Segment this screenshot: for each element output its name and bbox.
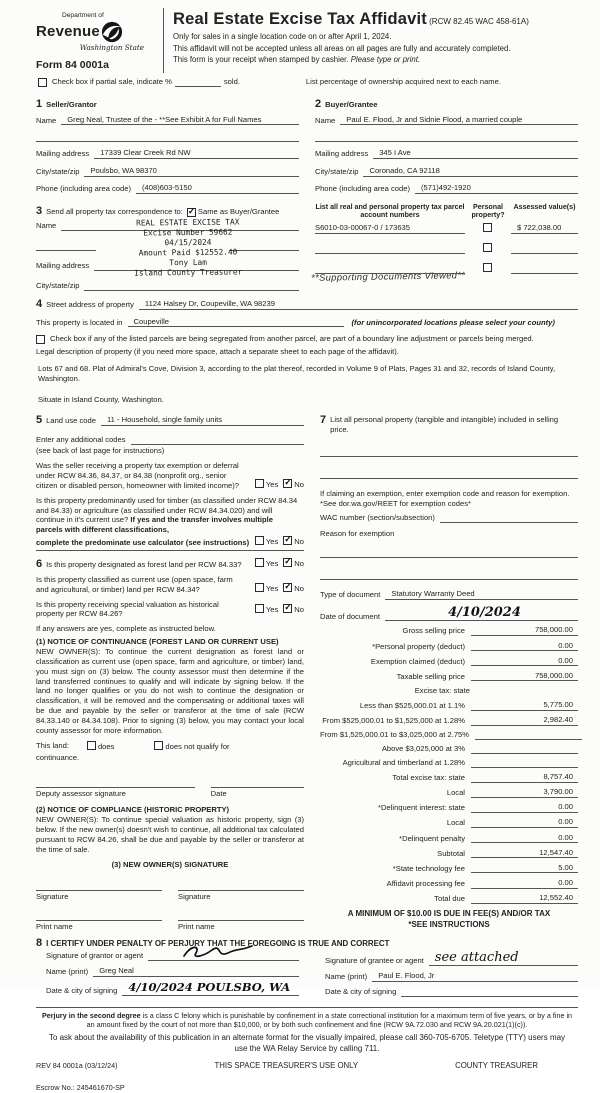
buyer-phone-label: Phone (including area code) — [315, 184, 410, 194]
exemption-deferral-question — [36, 461, 304, 491]
assessed-values-header: Assessed value(s) — [513, 202, 576, 211]
property-address-section — [36, 299, 578, 405]
timber-question-text — [36, 496, 304, 535]
certify-statement: I CERTIFY UNDER PENALTY OF PERJURY THAT THE FOREGOING IS TRUE AND CORRECT — [46, 938, 390, 948]
dor-logo — [36, 8, 154, 73]
owner-printname-2 — [178, 910, 304, 932]
current-use-text: Is this property classified as current use (open space, farm and agricultural, or timber) land per RCW 84.34? — [36, 574, 233, 594]
does-label: does — [97, 741, 115, 751]
tax-row-value — [471, 744, 578, 754]
tax-row-label: Less than $525,000.01 at 1.1% — [359, 700, 465, 710]
exemption-deferral-answer — [250, 479, 304, 491]
tax-row-value: 0.00 — [471, 641, 578, 652]
deputy-signature-field — [36, 777, 195, 799]
historical-question — [36, 600, 304, 620]
buyer-mailing-value: 345 I Ave — [373, 148, 578, 159]
no-label: No — [294, 604, 304, 614]
buyer-phone-value: (571)492-1920 — [415, 183, 578, 194]
no-label: No — [294, 583, 304, 593]
treasurer-stamp-line: Island County Treasurer — [134, 266, 243, 277]
section4-number: 4 — [36, 298, 43, 310]
signature-label: Signature — [178, 891, 211, 901]
assessed-value-1: $ 722,038.00 — [511, 223, 578, 234]
tax-row-label: *Personal property (deduct) — [372, 641, 465, 651]
historical-answer — [250, 604, 304, 616]
tax-row-value — [475, 730, 582, 740]
grantor-datecity-field — [46, 982, 299, 996]
grantor-signing-block — [36, 951, 299, 1003]
personal-property-header: Personal property? — [471, 202, 505, 220]
section1-number: 1 — [36, 97, 43, 110]
seller-name-label: Name — [36, 115, 57, 125]
buyer-city-value: Coronado, CA 92118 — [363, 166, 578, 177]
treasurer-stamp — [108, 217, 269, 278]
header-note-1: Only for sales in a single location code on or after April 1, 2024. — [173, 31, 392, 41]
legal-description-label: Legal description of property (if you need more space, attach a separate sheet to each page of the affidavit). — [36, 346, 399, 356]
grantor-signature-field — [46, 951, 299, 961]
tax-row — [320, 758, 578, 768]
notice-continuance-title: (1) NOTICE OF CONTINUANCE (FOREST LAND OR CURRENT USE) — [36, 637, 279, 647]
yes-label: Yes — [265, 559, 279, 569]
grantor-printname-field — [46, 966, 299, 977]
header-divider — [163, 8, 164, 73]
owner-signature-1 — [36, 880, 162, 902]
tax-row-label: Excise tax: state — [414, 685, 470, 695]
tax-row — [320, 848, 578, 859]
yes-checkbox — [255, 604, 264, 613]
deputy-date-label: Date — [210, 788, 227, 798]
historical-text: Is this property receiving special valuation as historical property per RCW 84.26? — [36, 599, 219, 619]
grantee-datecity-field — [325, 987, 578, 997]
deputy-date-field — [211, 777, 304, 799]
treasurer-stamp-line: REAL ESTATE EXCISE TAX — [136, 216, 240, 228]
personal-property-section — [320, 415, 578, 435]
personal-property-intro: List all personal property (tangible and intangible) included in selling price. — [330, 415, 559, 435]
tax-row — [320, 863, 578, 874]
header-note-3-text: This form is your receipt when stamped by cashier. — [173, 55, 349, 65]
supporting-documents-stamp: **Supporting Documents Viewed** — [310, 270, 466, 283]
seller-city-label: City/state/zip — [36, 166, 80, 176]
does-not-label: does not qualify for — [165, 741, 230, 751]
predominate-use-answer — [250, 536, 304, 548]
tty-note: To ask about the availability of this publication in an alternate format for the visually impaired, please call 360-705-6705. Teletype (TTY) users may use the WA Relay Service by calling 711. — [48, 1033, 566, 1053]
seller-mailing-value: 17339 Clear Creek Rd NW — [94, 148, 299, 159]
yes-checkbox — [255, 536, 264, 545]
see-instructions-line: *SEE INSTRUCTIONS — [408, 920, 490, 930]
tax-row — [320, 700, 578, 711]
tax-row — [320, 878, 578, 889]
section5-number: 5 — [36, 414, 43, 427]
minimum-due-note — [320, 908, 578, 931]
classification-section — [36, 558, 304, 932]
street-address-field — [36, 299, 578, 310]
predominate-use-label: complete the predominate use calculator (see instructions) — [36, 538, 250, 548]
tax-row-value: 12,547.40 — [471, 848, 578, 859]
rev-number: REV 84 0001a (03/12/24) — [36, 1061, 118, 1071]
seller-section — [36, 96, 299, 201]
yes-label: Yes — [265, 583, 279, 593]
tax-row-value: 3,790.00 — [471, 787, 578, 798]
situate-text: Situate in Island County, Washington. — [38, 395, 164, 405]
tax-row — [320, 625, 578, 636]
seller-mailing-field — [36, 148, 299, 159]
yes-checkbox — [255, 558, 264, 567]
parcel-numbers-header: List all real and personal property tax parcel account numbers — [315, 202, 465, 220]
tax-row — [320, 730, 578, 740]
ownership-note: List percentage of ownership acquired next to each name. — [305, 76, 501, 86]
located-in-field — [36, 317, 578, 328]
tax-row — [320, 671, 578, 682]
print-name-label: Print name — [36, 922, 73, 932]
same-as-buyer-label: Same as Buyer/Grantee — [197, 206, 280, 216]
tax-correspondence-section — [36, 203, 299, 298]
tax-row-value: 5.00 — [471, 863, 578, 874]
revenue-wordmark: Revenue — [36, 22, 100, 40]
tax-row-value: 0.00 — [471, 802, 578, 813]
no-checkbox — [283, 583, 292, 592]
grantee-signature-value: see attached — [429, 951, 578, 966]
segregated-row — [36, 334, 578, 344]
legal-description-text: Lots 67 and 68. Plat of Admiral's Cove, Division 3, according to the plat thereof, recorded in Volume 9 of Plats, Pages 31 and 32, records of Island County, Washington. — [38, 363, 556, 383]
yes-checkbox — [255, 583, 264, 592]
continuance-label: continuance. — [36, 752, 80, 762]
wac-number-field — [320, 513, 578, 523]
tax-row-value: 0.00 — [471, 817, 578, 828]
grantee-printname-label: Name (print) — [325, 972, 368, 982]
buyer-mailing-label: Mailing address — [315, 149, 369, 159]
buyer-city-field — [315, 166, 578, 177]
land-use-field — [36, 415, 304, 426]
additional-codes-field — [36, 435, 304, 445]
predominate-use-row — [36, 536, 304, 551]
deputy-signature-row — [36, 777, 304, 799]
tax-row-label: *Delinquent interest: state — [378, 803, 465, 813]
tax-row-label: Total excise tax: state — [392, 773, 465, 783]
footer-row — [36, 1061, 578, 1071]
tax-row-label: Subtotal — [437, 848, 465, 858]
section8-number: 8 — [36, 937, 43, 950]
treasurer-space-label: THIS SPACE TREASURER'S USE ONLY — [214, 1061, 359, 1071]
personal-property-and-tax-column — [320, 415, 578, 932]
buyer-section — [315, 96, 578, 201]
tax-row-value: 0.00 — [471, 878, 578, 889]
exemption-code-note: If claiming an exemption, enter exemption code and reason for exemption. *See dor.wa.gov/REET for exemption codes* — [320, 489, 570, 508]
land-use-label: Land use code — [46, 416, 96, 426]
escrow-number: Escrow No.: 245461670-SP — [36, 1083, 125, 1093]
seller-name-value: Greg Neal, Trustee of the - **See Exhibit A for Full Names — [61, 115, 299, 126]
seller-name-extra-line — [36, 132, 299, 142]
section6-number: 6 — [36, 557, 43, 570]
seller-phone-value: (408)603-5150 — [136, 183, 299, 194]
section2-title: Buyer/Grantee — [325, 99, 378, 109]
grantor-printname-value: Greg Neal — [93, 966, 299, 977]
tax-row-value: 0.00 — [471, 833, 578, 844]
yes-label: Yes — [265, 479, 279, 489]
wac-number-label: WAC number (section/subsection) — [320, 512, 435, 522]
tax-row-value: 758,000.00 — [471, 671, 578, 682]
tax-row — [320, 787, 578, 798]
type-of-document-label: Type of document — [320, 590, 381, 600]
rcw-reference: (RCW 82.45 WAC 458-61A) — [429, 17, 529, 26]
grantee-printname-value: Paul E. Flood, Jr — [372, 971, 578, 982]
tax-table-rows — [320, 625, 578, 903]
yes-label: Yes — [265, 537, 279, 547]
perjury-note — [36, 1007, 578, 1055]
parcel-row-3 — [315, 263, 578, 274]
grantee-signature-field — [325, 951, 578, 966]
date-of-document-field — [320, 606, 578, 621]
seller-phone-field — [36, 183, 299, 194]
treasurer-stamp-line: Excise Number 59662 — [143, 227, 233, 237]
buyer-name-label: Name — [315, 115, 336, 125]
grantor-datecity-value: 4/10/2024 POULSBO, WA — [122, 982, 299, 996]
seller-city-value: Poulsbo, WA 98370 — [84, 166, 299, 177]
segregated-checkbox — [36, 335, 45, 344]
personal-property-checkbox-3 — [483, 263, 492, 272]
personal-property-checkbox-1 — [483, 223, 492, 232]
partial-sale-label: Check box if partial sale, indicate % — [52, 76, 172, 86]
tax-row — [320, 641, 578, 652]
tax-row-label: Above $3,025,000 at 3% — [381, 744, 465, 754]
dept-of-text: Department of — [62, 12, 104, 19]
yes-label: Yes — [265, 604, 279, 614]
tax-row-label: Agricultural and timberland at 1.28% — [342, 758, 465, 768]
correspondence-city-label: City/state/zip — [36, 280, 80, 290]
signature-label: Signature — [36, 891, 69, 901]
section3-label: Send all property tax correspondence to: — [46, 206, 183, 216]
tax-row — [320, 833, 578, 844]
no-checkbox — [283, 604, 292, 613]
parcel-number-value: S6010-03-00067-0 / 173635 — [315, 223, 465, 234]
does-not-checkbox — [154, 741, 163, 750]
new-owners-signature-title: (3) NEW OWNER(S) SIGNATURE — [111, 859, 229, 869]
does-checkbox — [87, 741, 96, 750]
treasurer-stamp-line: 04/15/2024 — [164, 237, 212, 247]
correspondence-name-label: Name — [36, 220, 57, 230]
print-name-label: Print name — [178, 922, 215, 932]
perjury-body-text: is a class C felony which is punishable by confinement in a state correctional institution for a maximum term of five years, or by a fine in an amount fixed by the court of not more than $10,000, or by both such confinement and fine (RCW 9A.72.030 and RCW 9A.20.021(1)(c)). — [86, 1010, 573, 1029]
partial-sale-percent-field — [175, 77, 221, 87]
owner-signature-row — [36, 880, 304, 902]
type-of-document-value: Statutory Warranty Deed — [385, 589, 578, 600]
tax-row — [320, 772, 578, 783]
owner-printname-1 — [36, 910, 162, 932]
dor-swirl-icon — [101, 21, 123, 43]
buyer-city-label: City/state/zip — [315, 166, 359, 176]
tax-row-value: 2,982.40 — [471, 715, 578, 726]
washington-state-text: Washington State — [79, 42, 144, 52]
same-as-buyer-checkbox — [187, 208, 196, 217]
notice-continuance-body: NEW OWNER(S): To continue the current designation as forest land or classification as current use (open space, farm and agriculture, or timber) land, you must sign on (3) below. The county assessor must then determine if the land transferred continues to qualify and will indicate by signing below. If the land no longer qualifies or you do not wish to continue the designation or classification, it will be removed and the compensating or additional taxes will be due and payable by the seller or transferor at the time of sale (RCW 84.33.140 or 84.34.108). Prior to signing (3) below, you may contact your local county assessor for more information. — [36, 647, 304, 735]
parcel-row-1 — [315, 223, 578, 234]
timber-question-body: Is this property predominantly used for timber (as classified under RCW 84.34 and 84.33) or agriculture (as classified under RCW 84.34.020) and will continue in it's current use? — [36, 495, 298, 525]
buyer-mailing-field — [315, 148, 578, 159]
parcel-row-2 — [310, 243, 578, 283]
exemption-deferral-text: Was the seller receiving a property tax exemption or deferral under RCW 84.36, 84.37, or 84.38 (nonprofit org., senior citizen or disabled person, homeowner with limited income)? — [36, 461, 240, 490]
tax-row-value: 8,757.40 — [471, 772, 578, 783]
buyer-name-extra-line — [315, 132, 578, 142]
seller-phone-label: Phone (including area code) — [36, 184, 131, 194]
street-address-label: Street address of property — [46, 300, 134, 310]
grantee-printname-field — [325, 971, 578, 982]
sold-label: sold. — [223, 76, 240, 86]
tax-row-label: Gross selling price — [402, 626, 465, 636]
county-treasurer-label: COUNTY TREASURER — [455, 1061, 538, 1071]
section7-number: 7 — [320, 414, 327, 427]
grantor-signature — [178, 942, 256, 962]
buyer-name-field — [315, 115, 578, 126]
tax-row-value — [471, 758, 578, 768]
tax-row-value: 758,000.00 — [471, 625, 578, 636]
tax-row-label: Total due — [434, 893, 465, 903]
form-title: Real Estate Excise Tax Affidavit — [173, 10, 428, 28]
forest-land-text: Is this property designated as forest land per RCW 84.33? — [46, 560, 242, 570]
minimum-due-line1: A MINIMUM OF $10.00 IS DUE IN FEE(S) AND/OR TAX — [347, 908, 551, 918]
certification-section — [36, 938, 578, 1003]
tax-row-label: From $525,000.01 to $1,525,000 at 1.28% — [322, 715, 465, 725]
reason-exemption-label: Reason for exemption — [320, 529, 395, 539]
no-label: No — [294, 559, 304, 569]
notice-compliance-title: (2) NOTICE OF COMPLIANCE (HISTORIC PROPERTY) — [36, 805, 230, 815]
no-checkbox — [283, 558, 292, 567]
current-use-question — [36, 575, 304, 595]
correspondence-mailing-label: Mailing address — [36, 260, 90, 270]
grantor-signature-label: Signature of grantor or agent — [46, 951, 144, 961]
partial-sale-checkbox — [38, 78, 47, 87]
located-in-value: Coupeville — [128, 317, 344, 328]
additional-codes-label: Enter any additional codes — [36, 435, 126, 445]
this-land-row — [36, 741, 304, 752]
perjury-bold-text: Perjury in the second degree — [41, 1010, 141, 1020]
additional-codes-note: (see back of last page for instructions) — [36, 446, 165, 456]
county-note: (for unincorporated locations please select your county) — [351, 317, 555, 327]
tax-row-value: 5,775.00 — [471, 700, 578, 711]
header-note-3 — [173, 55, 578, 65]
grantee-datecity-label: Date & city of signing — [325, 987, 397, 997]
tax-row-label: Taxable selling price — [396, 671, 465, 681]
owner-signature-2 — [178, 880, 304, 902]
forest-land-answer — [250, 558, 304, 570]
section3-number: 3 — [36, 204, 43, 217]
buyer-name-value: Paul E. Flood, Jr and Sidnie Flood, a married couple — [340, 115, 578, 126]
no-checkbox — [283, 536, 292, 545]
tax-row — [320, 656, 578, 667]
tax-row-label: *State technology fee — [392, 863, 465, 873]
treasurer-stamp-line: Tony Lam — [169, 257, 207, 267]
current-use-answer — [250, 583, 304, 595]
tax-row — [320, 686, 578, 696]
grantor-printname-label: Name (print) — [46, 967, 89, 977]
located-in-label: This property is located in — [36, 317, 123, 327]
this-land-label: This land: — [36, 740, 69, 750]
buyer-phone-field — [315, 183, 578, 194]
partial-sale-row — [38, 77, 578, 87]
parcel-table-header — [315, 203, 578, 221]
if-yes-instruction: If any answers are yes, complete as instructed below. — [36, 624, 216, 634]
no-label: No — [294, 479, 304, 489]
segregated-note: Check box if any of the listed parcels are being segregated from another parcel, are part of a boundary line adjustment or parcels being merged. — [50, 333, 534, 343]
form-header — [36, 8, 578, 73]
street-address-value: 1124 Halsey Dr, Coupeville, WA 98239 — [139, 299, 578, 310]
timber-question-bold: If yes and the transfer involves multiple parcels with different classifications, — [36, 515, 273, 535]
correspondence-city-field — [36, 281, 299, 291]
yes-checkbox — [255, 479, 264, 488]
tax-row-label: Affidavit processing fee — [386, 878, 465, 888]
personal-property-checkbox-2 — [483, 243, 492, 252]
grantor-datecity-label: Date & city of signing — [46, 985, 118, 995]
no-label: No — [294, 537, 304, 547]
type-or-print-note: Please type or print. — [350, 55, 421, 65]
parcel-table — [310, 202, 578, 298]
section1-title: Seller/Grantor — [46, 99, 97, 109]
grantee-signature-label: Signature of grantee or agent — [325, 956, 424, 966]
tax-row-label: Local — [446, 788, 465, 798]
forest-land-question — [36, 558, 304, 570]
tax-row-value: 12,552.40 — [471, 893, 578, 904]
tax-row-label: Local — [446, 818, 465, 828]
tax-row — [320, 893, 578, 904]
seller-name-field — [36, 115, 299, 126]
land-use-value: 11 - Household, single family units — [101, 415, 304, 426]
tax-row-label: From $1,525,000.01 to $3,025,000 at 2.75% — [320, 729, 470, 739]
land-use-section — [36, 415, 304, 551]
form-number: Form 84 0001a — [36, 58, 109, 71]
date-of-document-value: 4/10/2024 — [385, 606, 578, 621]
grantee-signing-block — [325, 951, 578, 1003]
section2-number: 2 — [315, 97, 322, 110]
tax-row — [320, 802, 578, 813]
tax-row — [320, 744, 578, 754]
notice-compliance-body: NEW OWNER(S): To continue special valuation as historic property, sign (3) below. If the new owner(s) doesn't wish to continue, all additional tax calculated pursuant to RCW 84.26, shall be due and payable by the seller or transferor at the time of sale. — [36, 815, 304, 854]
tax-row — [320, 715, 578, 726]
tax-row-label: Exemption claimed (deduct) — [370, 656, 465, 666]
tax-row-value: 0.00 — [471, 656, 578, 667]
tax-row — [320, 817, 578, 828]
seller-city-field — [36, 166, 299, 177]
date-of-document-label: Date of document — [320, 611, 380, 621]
type-of-document-field — [320, 589, 578, 600]
no-checkbox — [283, 479, 292, 488]
owner-printname-row — [36, 910, 304, 932]
tax-row-label: *Delinquent penalty — [399, 833, 465, 843]
header-note-2: This affidavit will not be accepted unless all areas on all pages are fully and accurately completed. — [173, 43, 511, 53]
deputy-signature-label: Deputy assessor signature — [36, 788, 126, 798]
seller-mailing-label: Mailing address — [36, 149, 90, 159]
treasurer-stamp-line: Amount Paid $12552.40 — [138, 246, 238, 257]
